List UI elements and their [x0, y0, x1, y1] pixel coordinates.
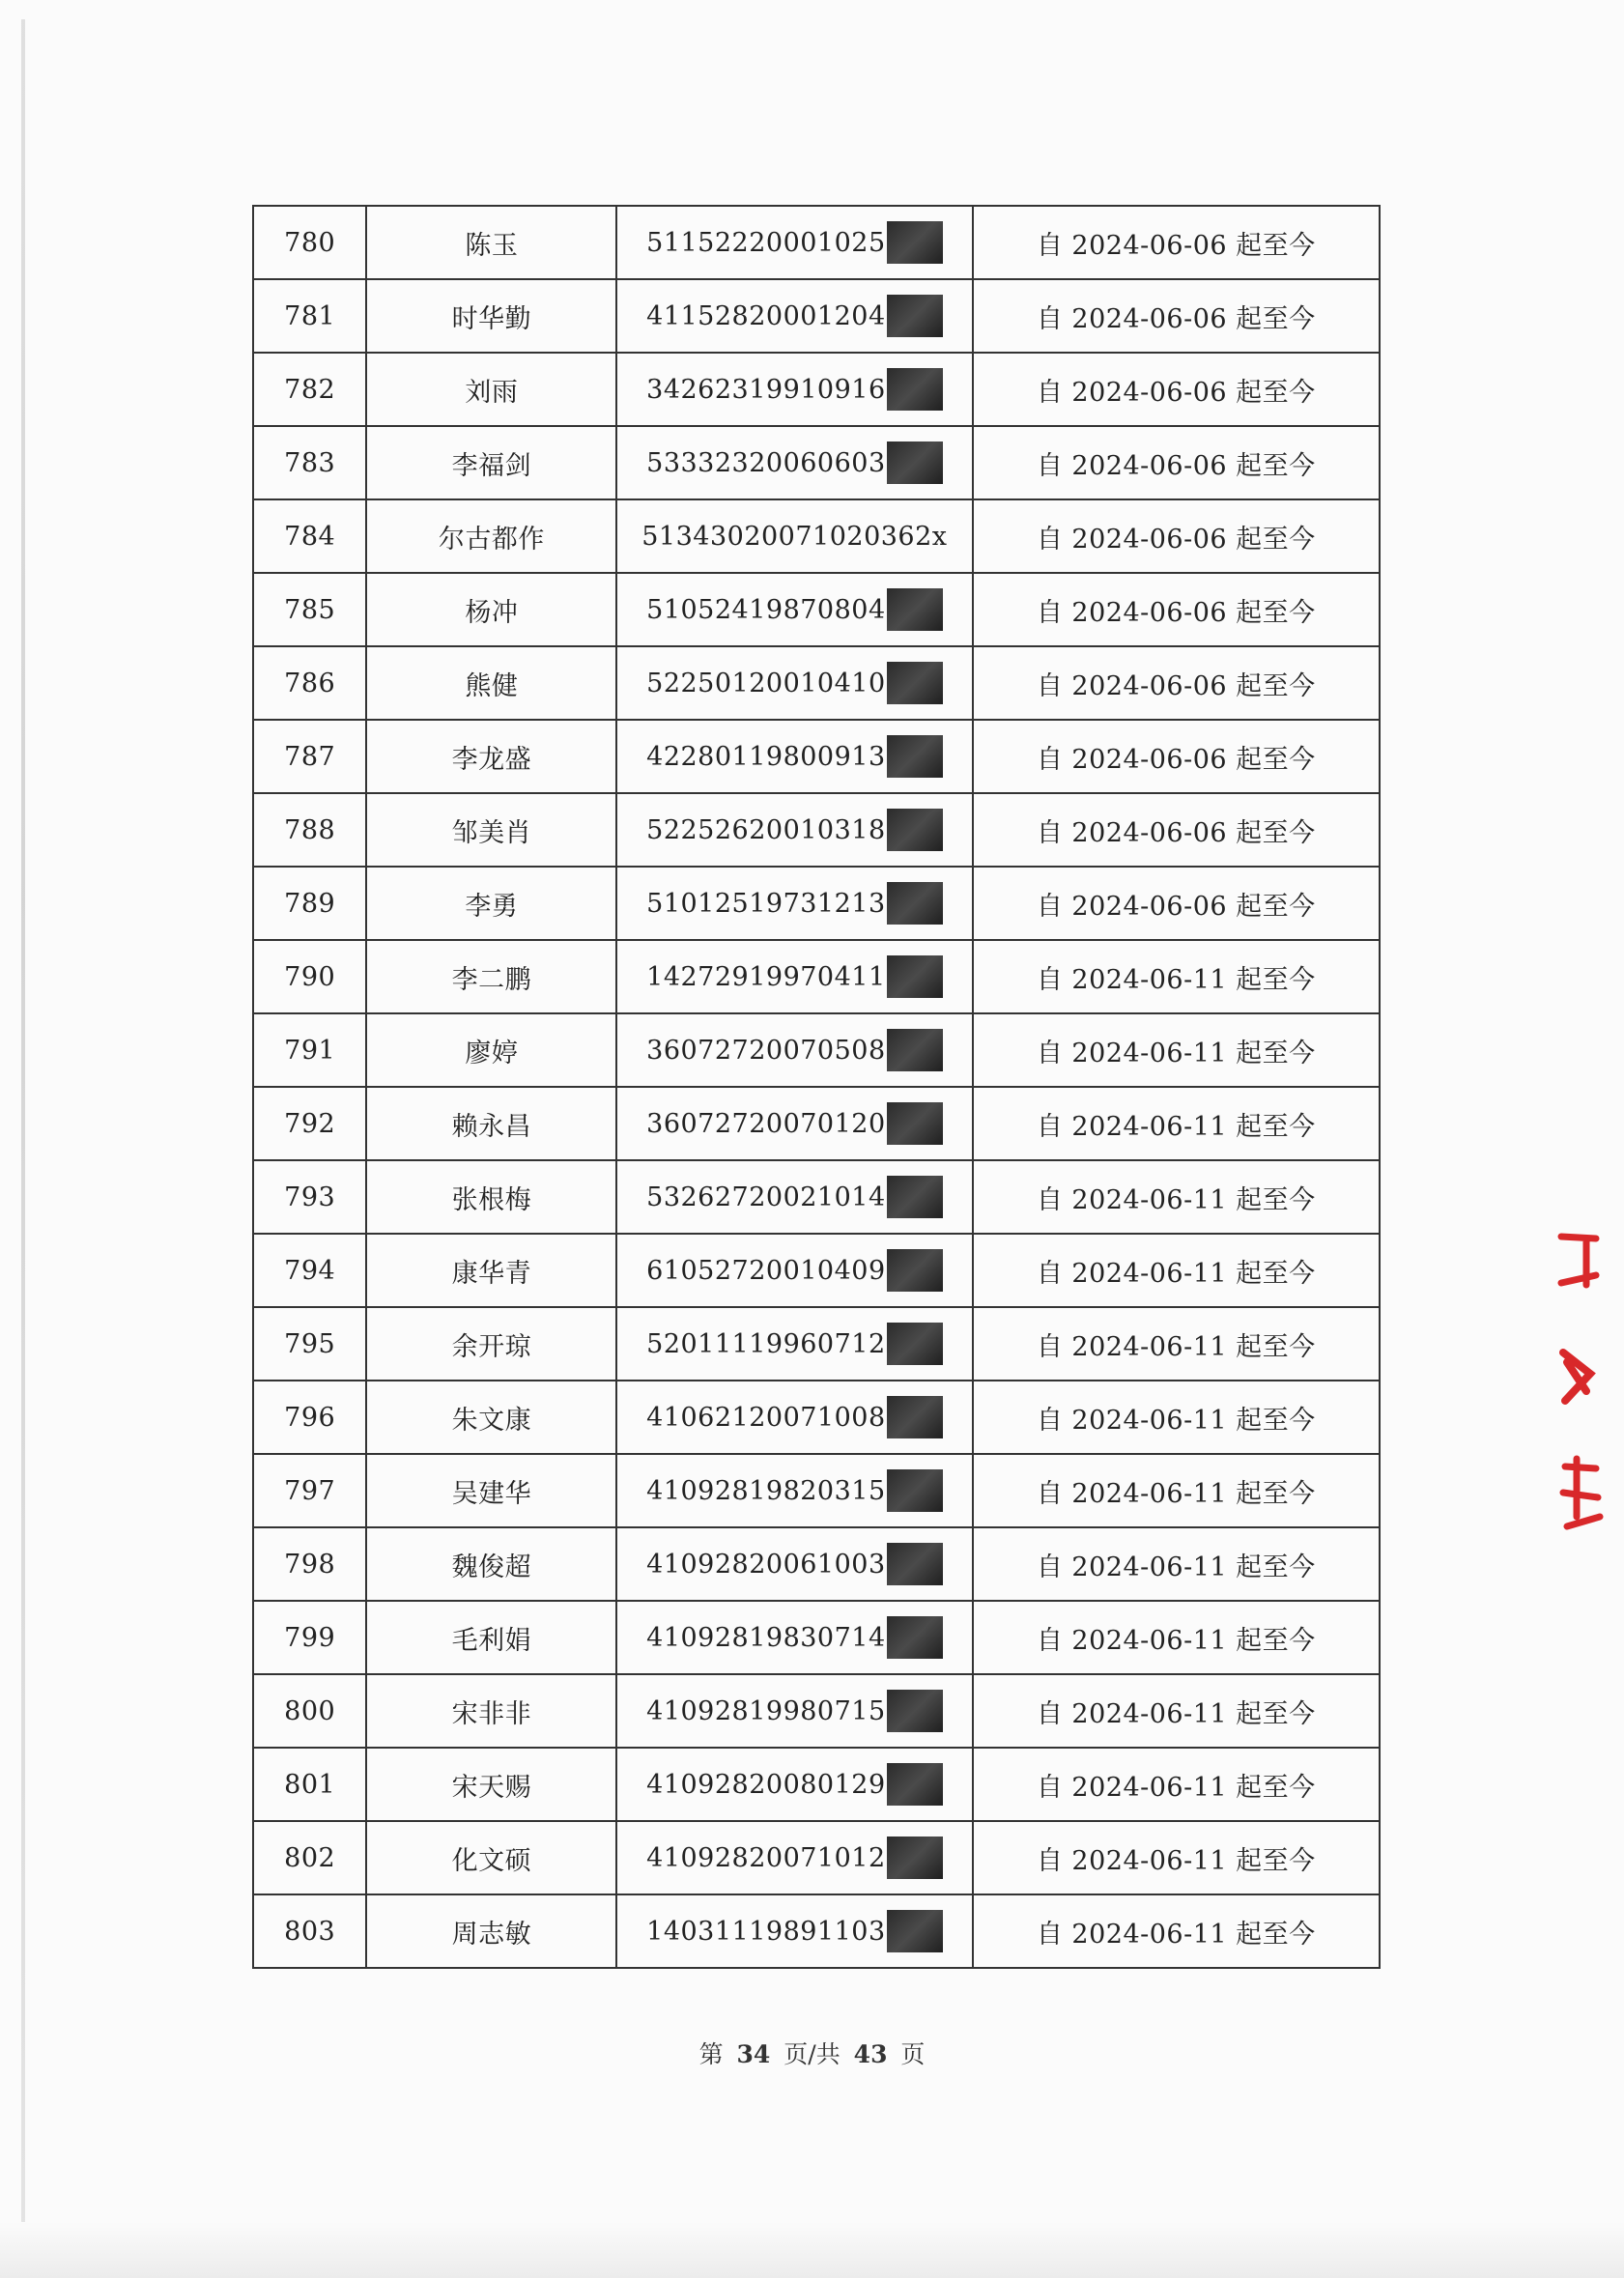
- redaction-block: [887, 1396, 943, 1438]
- id-number-text: 61052720010409: [646, 1255, 886, 1286]
- period-cell: 自 2024-06-11 起至今: [973, 1527, 1380, 1601]
- table-row: [253, 1748, 1380, 1821]
- name-cell: 毛利娟: [366, 1601, 616, 1674]
- redaction-block: [887, 1543, 943, 1585]
- row-number-cell: 790: [253, 940, 366, 1013]
- footer-middle: 页/共: [784, 2040, 840, 2068]
- table-row: [253, 206, 1380, 279]
- id-number-text: 41092820061003: [646, 1549, 886, 1580]
- id-number-text: 51052419870804: [646, 594, 886, 625]
- id-number-wrap: [646, 882, 943, 925]
- name-cell: 宋天赐: [366, 1748, 616, 1821]
- row-number-cell: 787: [253, 720, 366, 793]
- period-cell: 自 2024-06-11 起至今: [973, 1601, 1380, 1674]
- name-cell: 康华青: [366, 1234, 616, 1307]
- id-number-cell: [616, 1674, 972, 1748]
- id-number-wrap: [646, 1396, 943, 1438]
- id-number-cell: [616, 1307, 972, 1381]
- current-page-number: 34: [736, 2040, 771, 2068]
- redaction-block: [887, 1102, 943, 1145]
- id-number-text: 42280119800913: [646, 741, 886, 772]
- table-row: [253, 1674, 1380, 1748]
- table-row: [253, 720, 1380, 793]
- id-number-cell: [616, 353, 972, 426]
- row-number-cell: 786: [253, 646, 366, 720]
- id-number-cell: [616, 1381, 972, 1454]
- redaction-block: [887, 1469, 943, 1512]
- row-number-cell: 795: [253, 1307, 366, 1381]
- id-number-cell: [616, 1454, 972, 1527]
- row-number-cell: 797: [253, 1454, 366, 1527]
- page-footer: [0, 2036, 1624, 2070]
- id-number-cell: [616, 1894, 972, 1968]
- id-number-text: 41062120071008: [646, 1402, 886, 1433]
- period-cell: 自 2024-06-11 起至今: [973, 1674, 1380, 1748]
- id-number-cell: [616, 1821, 972, 1894]
- id-number-cell: [616, 426, 972, 499]
- id-number-wrap: [646, 221, 943, 264]
- redaction-block: [887, 955, 943, 998]
- period-cell: 自 2024-06-06 起至今: [973, 573, 1380, 646]
- footer-prefix: 第: [698, 2040, 724, 2068]
- id-number-text: 41092819820315: [646, 1475, 886, 1506]
- id-number-wrap: [646, 1029, 943, 1071]
- row-number-cell: 802: [253, 1821, 366, 1894]
- period-cell: 自 2024-06-06 起至今: [973, 499, 1380, 573]
- id-number-text: 53332320060603: [646, 447, 886, 478]
- scan-edge-shadow: [21, 19, 25, 2222]
- table-row: [253, 1821, 1380, 1894]
- period-cell: 自 2024-06-06 起至今: [973, 793, 1380, 867]
- id-number-text: 53262720021014: [646, 1182, 886, 1212]
- name-cell: 陈玉: [366, 206, 616, 279]
- row-number-cell: 789: [253, 867, 366, 940]
- id-number-text: 52011119960712: [646, 1328, 886, 1359]
- id-number-cell: [616, 793, 972, 867]
- name-cell: 李二鹏: [366, 940, 616, 1013]
- id-number-cell: [616, 279, 972, 353]
- id-number-text: 51012519731213: [646, 888, 886, 919]
- id-number-cell: [616, 1234, 972, 1307]
- id-number-wrap: [646, 1102, 943, 1145]
- personnel-table: [252, 205, 1381, 1969]
- table-row: [253, 426, 1380, 499]
- table-row: [253, 646, 1380, 720]
- period-cell: 自 2024-06-06 起至今: [973, 206, 1380, 279]
- seal-mark-lower: [1563, 1459, 1600, 1526]
- table-row: [253, 1601, 1380, 1674]
- id-number-wrap: [646, 1176, 943, 1218]
- period-cell: 自 2024-06-11 起至今: [973, 1894, 1380, 1968]
- table-row: [253, 793, 1380, 867]
- redaction-block: [887, 735, 943, 778]
- row-number-cell: 798: [253, 1527, 366, 1601]
- period-cell: 自 2024-06-06 起至今: [973, 426, 1380, 499]
- id-number-text: 52250120010410: [646, 668, 886, 698]
- row-number-cell: 793: [253, 1160, 366, 1234]
- table-row: [253, 279, 1380, 353]
- name-cell: 周志敏: [366, 1894, 616, 1968]
- table-body: [253, 206, 1380, 1968]
- id-number-text: 36072720070508: [646, 1035, 886, 1066]
- id-number-wrap: [646, 1910, 943, 1952]
- id-number-text: 14272919970411: [646, 961, 886, 992]
- id-number-cell: [616, 1160, 972, 1234]
- id-number-wrap: [646, 1543, 943, 1585]
- period-cell: 自 2024-06-11 起至今: [973, 1160, 1380, 1234]
- id-number-wrap: [646, 735, 943, 778]
- id-number-text: 14031119891103: [646, 1916, 886, 1947]
- id-number-cell: [616, 867, 972, 940]
- id-number-cell: [616, 573, 972, 646]
- name-cell: 尔古都作: [366, 499, 616, 573]
- id-number-cell: [616, 1601, 972, 1674]
- period-cell: 自 2024-06-11 起至今: [973, 1307, 1380, 1381]
- name-cell: 杨冲: [366, 573, 616, 646]
- table-row: [253, 1894, 1380, 1968]
- id-number-wrap: [646, 295, 943, 337]
- table-row: [253, 940, 1380, 1013]
- name-cell: 宋非非: [366, 1674, 616, 1748]
- redaction-block: [887, 809, 943, 851]
- id-number-text: 52252620010318: [646, 814, 886, 845]
- name-cell: 张根梅: [366, 1160, 616, 1234]
- name-cell: 熊健: [366, 646, 616, 720]
- period-cell: 自 2024-06-11 起至今: [973, 940, 1380, 1013]
- name-cell: 吴建华: [366, 1454, 616, 1527]
- id-number-cell: [616, 1527, 972, 1601]
- redaction-block: [887, 221, 943, 264]
- row-number-cell: 785: [253, 573, 366, 646]
- redaction-block: [887, 1616, 943, 1659]
- table-row: [253, 1527, 1380, 1601]
- id-number-text: 34262319910916: [646, 374, 886, 405]
- period-cell: 自 2024-06-11 起至今: [973, 1381, 1380, 1454]
- row-number-cell: 794: [253, 1234, 366, 1307]
- id-number-cell: [616, 499, 972, 573]
- id-number-wrap: [646, 588, 943, 631]
- redaction-block: [887, 295, 943, 337]
- name-cell: 赖永昌: [366, 1087, 616, 1160]
- id-number-wrap: [646, 1690, 943, 1732]
- period-cell: 自 2024-06-11 起至今: [973, 1748, 1380, 1821]
- period-cell: 自 2024-06-06 起至今: [973, 279, 1380, 353]
- name-cell: 化文硕: [366, 1821, 616, 1894]
- table-row: [253, 867, 1380, 940]
- id-number-text: 41152820001204: [646, 300, 886, 331]
- period-cell: 自 2024-06-11 起至今: [973, 1013, 1380, 1087]
- id-number-text: 41092819980715: [646, 1695, 886, 1726]
- redaction-block: [887, 441, 943, 484]
- id-number-wrap: [646, 368, 943, 411]
- id-number-text: 41092820080129: [646, 1769, 886, 1800]
- redaction-block: [887, 1763, 943, 1806]
- redaction-block: [887, 368, 943, 411]
- row-number-cell: 800: [253, 1674, 366, 1748]
- table-row: [253, 499, 1380, 573]
- name-cell: 邹美肖: [366, 793, 616, 867]
- name-cell: 朱文康: [366, 1381, 616, 1454]
- id-number-wrap: [646, 1249, 943, 1292]
- scan-bottom-shadow: [0, 2222, 1624, 2278]
- id-number-wrap: [646, 809, 943, 851]
- redaction-block: [887, 1176, 943, 1218]
- row-number-cell: 791: [253, 1013, 366, 1087]
- row-number-cell: 792: [253, 1087, 366, 1160]
- row-number-cell: 788: [253, 793, 366, 867]
- id-number-cell: [616, 1087, 972, 1160]
- seal-mark-middle: [1563, 1353, 1590, 1401]
- id-number-wrap: [646, 441, 943, 484]
- period-cell: 自 2024-06-11 起至今: [973, 1234, 1380, 1307]
- red-seal-stamp-fragment: [1557, 1217, 1615, 1565]
- id-number-cell: [616, 646, 972, 720]
- id-number-cell: [616, 1013, 972, 1087]
- name-cell: 刘雨: [366, 353, 616, 426]
- table-row: [253, 1307, 1380, 1381]
- period-cell: 自 2024-06-11 起至今: [973, 1821, 1380, 1894]
- redaction-block: [887, 1249, 943, 1292]
- name-cell: 廖婷: [366, 1013, 616, 1087]
- id-number-wrap: [641, 522, 947, 552]
- table-row: [253, 1454, 1380, 1527]
- redaction-block: [887, 588, 943, 631]
- period-cell: 自 2024-06-11 起至今: [973, 1454, 1380, 1527]
- name-cell: 余开琼: [366, 1307, 616, 1381]
- period-cell: 自 2024-06-06 起至今: [973, 353, 1380, 426]
- id-number-wrap: [646, 1837, 943, 1879]
- id-number-cell: [616, 206, 972, 279]
- table-row: [253, 1381, 1380, 1454]
- name-cell: 李福剑: [366, 426, 616, 499]
- footer-suffix: 页: [900, 2040, 926, 2068]
- period-cell: 自 2024-06-11 起至今: [973, 1087, 1380, 1160]
- redaction-block: [887, 882, 943, 925]
- total-pages-number: 43: [853, 2040, 888, 2068]
- row-number-cell: 783: [253, 426, 366, 499]
- row-number-cell: 803: [253, 1894, 366, 1968]
- id-number-wrap: [646, 955, 943, 998]
- redaction-block: [887, 1837, 943, 1879]
- id-number-wrap: [646, 1323, 943, 1365]
- name-cell: 魏俊超: [366, 1527, 616, 1601]
- period-cell: 自 2024-06-06 起至今: [973, 867, 1380, 940]
- row-number-cell: 796: [253, 1381, 366, 1454]
- table-row: [253, 353, 1380, 426]
- seal-edge-top: [1561, 1237, 1596, 1285]
- table-row: [253, 1013, 1380, 1087]
- name-cell: 李勇: [366, 867, 616, 940]
- redaction-block: [887, 662, 943, 704]
- id-number-wrap: [646, 1469, 943, 1512]
- row-number-cell: 799: [253, 1601, 366, 1674]
- id-number-text: 36072720070120: [646, 1108, 886, 1139]
- table-row: [253, 1160, 1380, 1234]
- id-number-text: 41092820071012: [646, 1842, 886, 1873]
- id-number-wrap: [646, 662, 943, 704]
- redaction-block: [887, 1690, 943, 1732]
- id-number-cell: [616, 940, 972, 1013]
- redaction-block: [887, 1029, 943, 1071]
- id-number-text: 51343020071020362x: [641, 521, 948, 552]
- id-number-text: 51152220001025: [646, 227, 886, 258]
- row-number-cell: 801: [253, 1748, 366, 1821]
- redaction-block: [887, 1910, 943, 1952]
- table-row: [253, 1087, 1380, 1160]
- id-number-cell: [616, 720, 972, 793]
- table-row: [253, 573, 1380, 646]
- name-cell: 李龙盛: [366, 720, 616, 793]
- row-number-cell: 781: [253, 279, 366, 353]
- table-row: [253, 1234, 1380, 1307]
- id-number-wrap: [646, 1763, 943, 1806]
- id-number-text: 41092819830714: [646, 1622, 886, 1653]
- id-number-wrap: [646, 1616, 943, 1659]
- redaction-block: [887, 1323, 943, 1365]
- row-number-cell: 780: [253, 206, 366, 279]
- row-number-cell: 784: [253, 499, 366, 573]
- period-cell: 自 2024-06-06 起至今: [973, 720, 1380, 793]
- name-cell: 时华勤: [366, 279, 616, 353]
- id-number-cell: [616, 1748, 972, 1821]
- period-cell: 自 2024-06-06 起至今: [973, 646, 1380, 720]
- row-number-cell: 782: [253, 353, 366, 426]
